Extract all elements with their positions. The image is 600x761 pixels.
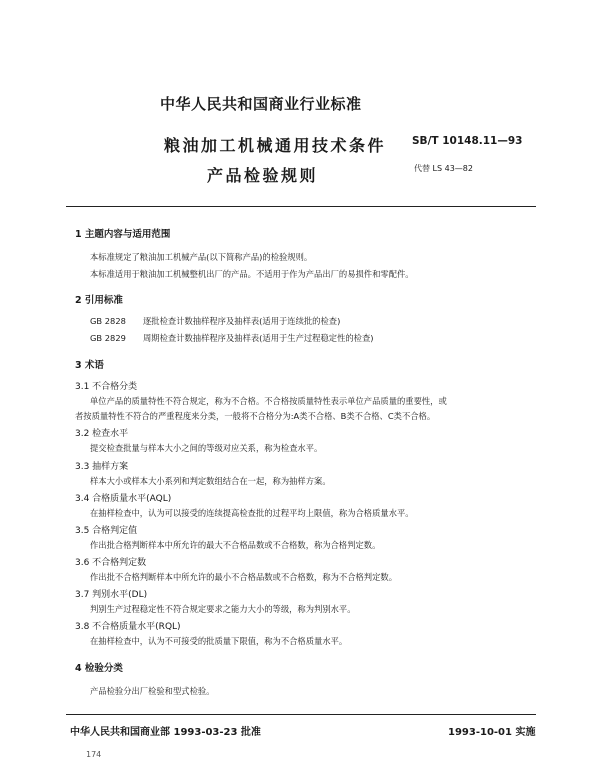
term-3-1-text: 单位产品的质量特性不符合规定，称为不合格。不合格按质量特性表示单位产品质量的重要性，或 xyxy=(90,396,447,406)
term-3-1-text-cont: 者按质量特性不符合的严重程度来分类，一般将不合格分为:A类不合格、B类不合格、C类不合格。 xyxy=(75,411,436,421)
section-3-heading: 3 术语 xyxy=(75,360,104,371)
term-3-6-text: 作出批不合格判断样本中所允许的最小不合格品数或不合格数，称为不合格判定数。 xyxy=(90,572,397,582)
approval-line: 中华人民共和国商业部 1993-03-23 批准 xyxy=(70,727,261,738)
section-1-heading: 1 主题内容与适用范围 xyxy=(75,229,171,240)
term-3-7-text: 判别生产过程稳定性不符合规定要求之能力大小的等级，称为判别水平。 xyxy=(90,604,356,614)
term-3-2-text: 提交检查批量与样本大小之间的等级对应关系，称为检查水平。 xyxy=(90,443,323,453)
term-3-4-title: 3.4 合格质量水平(AQL) xyxy=(75,494,172,504)
footer-divider xyxy=(66,714,536,715)
section-4-paragraph: 产品检验分出厂检验和型式检验。 xyxy=(90,686,215,696)
section-2-heading: 2 引用标准 xyxy=(75,295,123,306)
header-divider xyxy=(66,206,536,207)
reference-item xyxy=(90,315,340,327)
implementation-date: 1993-10-01 实施 xyxy=(448,727,536,738)
page-number: 174 xyxy=(86,750,102,759)
term-3-5-title: 3.5 合格判定值 xyxy=(75,526,138,536)
section-1-paragraph-2: 本标准适用于粮油加工机械整机出厂的产品。不适用于作为产品出厂的易损件和零配件。 xyxy=(90,269,414,279)
section-1-paragraph-1: 本标准规定了粮油加工机械产品(以下简称产品)的检验规则。 xyxy=(90,252,313,262)
term-3-1-title: 3.1 不合格分类 xyxy=(75,382,138,392)
section-4-heading: 4 检验分类 xyxy=(75,663,123,674)
term-3-8-text: 在抽样检查中，认为不可接受的批质量下限值，称为不合格质量水平。 xyxy=(90,636,348,646)
reference-title: 周期检查计数抽样程序及抽样表(适用于生产过程稳定性的检查) xyxy=(143,333,374,343)
term-3-7-title: 3.7 判别水平(DL) xyxy=(75,590,148,600)
standard-title: 粮油加工机械通用技术条件 xyxy=(164,136,387,155)
term-3-6-title: 3.6 不合格判定数 xyxy=(75,558,147,568)
reference-code: GB 2829 xyxy=(90,333,126,343)
replaces-note: 代替 LS 43—82 xyxy=(414,164,473,173)
standard-number: SB/T 10148.11—93 xyxy=(412,135,523,147)
term-3-3-text: 样本大小或样本大小系列和判定数组结合在一起，称为抽样方案。 xyxy=(90,476,331,486)
reference-code: GB 2828 xyxy=(90,316,126,326)
term-3-8-title: 3.8 不合格质量水平(RQL) xyxy=(75,622,181,632)
reference-item xyxy=(90,332,374,344)
term-3-3-title: 3.3 抽样方案 xyxy=(75,462,129,472)
standard-subtitle: 产品检验规则 xyxy=(207,166,319,185)
reference-title: 逐批检查计数抽样程序及抽样表(适用于连续批的检查) xyxy=(143,316,341,326)
term-3-4-text: 在抽样检查中，认为可以接受的连续提高检查批的过程平均上限值，称为合格质量水平。 xyxy=(90,508,414,518)
ministry-title: 中华人民共和国商业行业标准 xyxy=(160,95,362,113)
term-3-2-title: 3.2 检查水平 xyxy=(75,429,129,439)
term-3-5-text: 作出批合格判断样本中所允许的最大不合格品数或不合格数，称为合格判定数。 xyxy=(90,540,381,550)
